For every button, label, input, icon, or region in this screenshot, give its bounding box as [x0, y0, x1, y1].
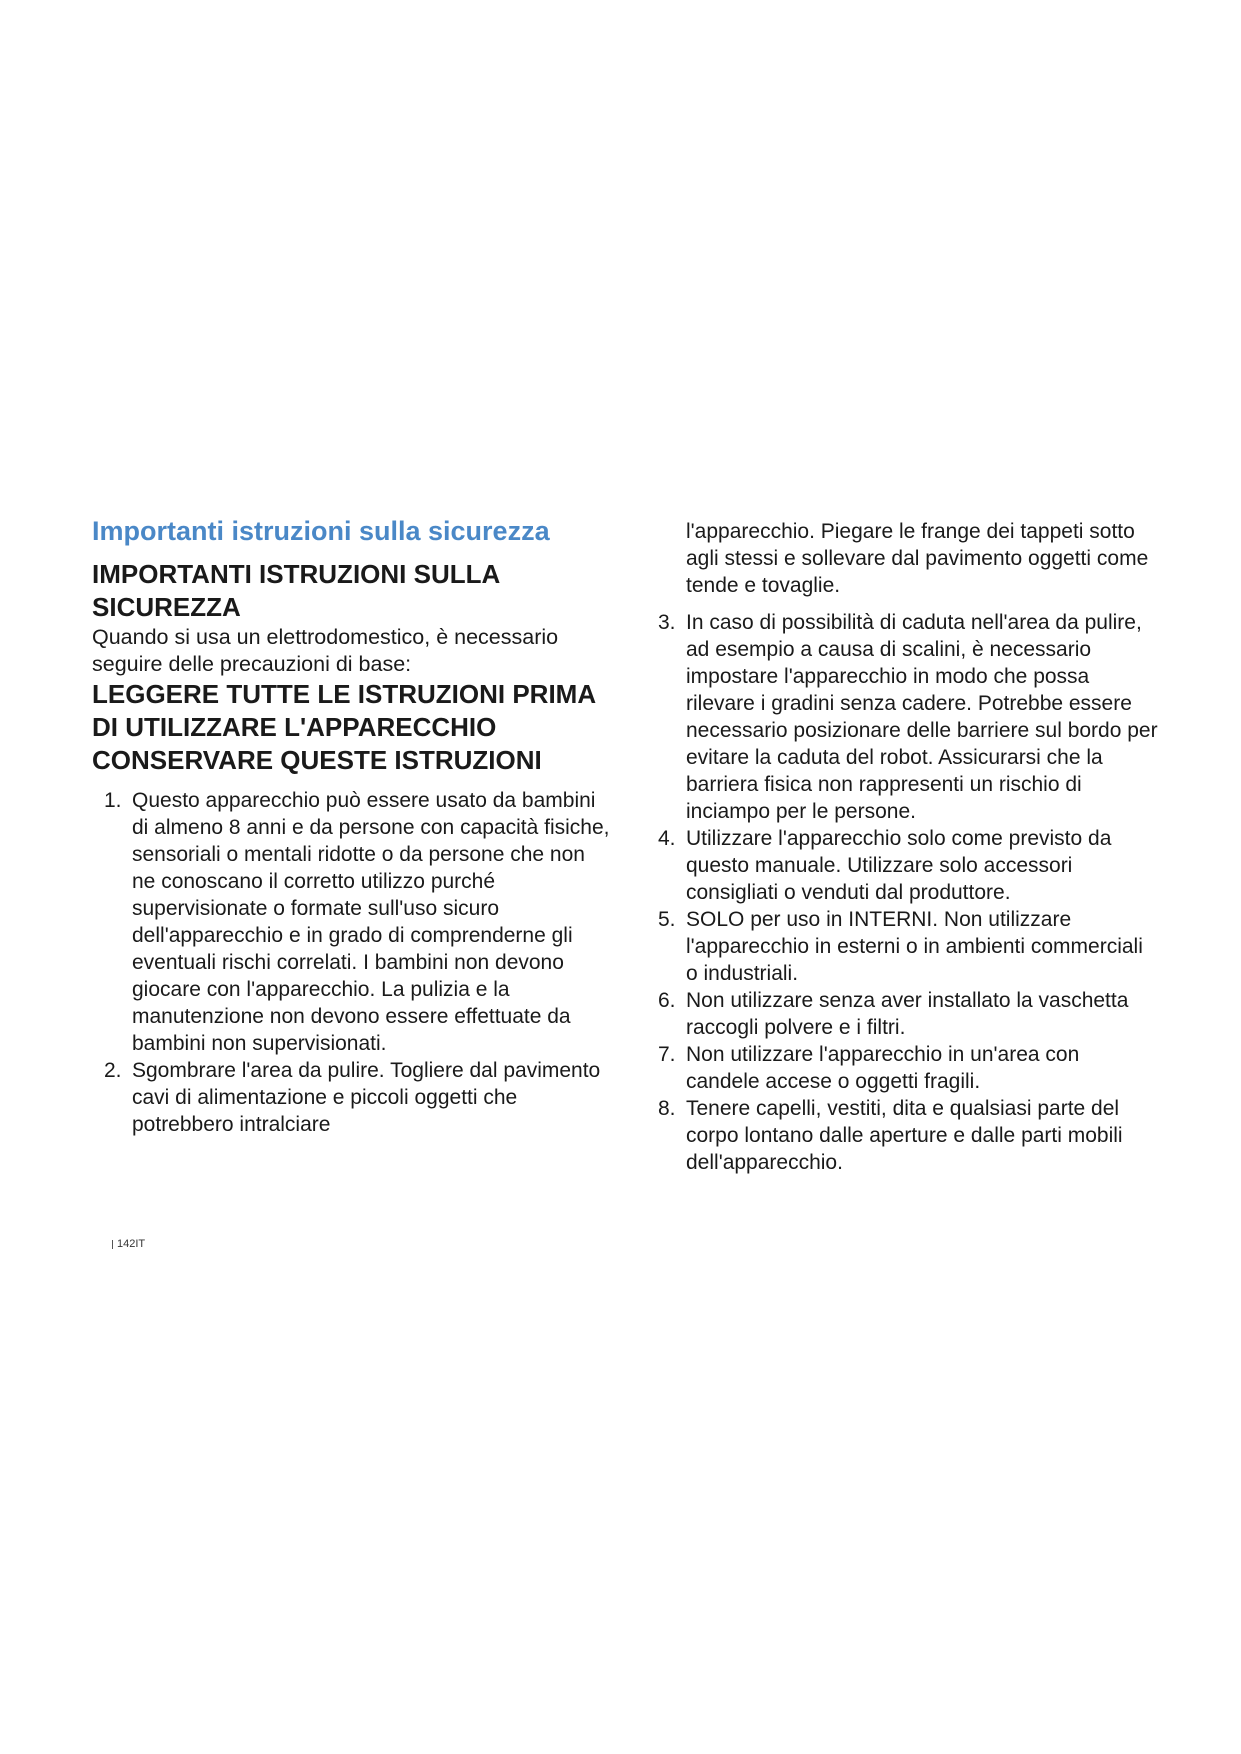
list-item [92, 787, 612, 1057]
warning-heading: LEGGERE TUTTE LE ISTRUZIONI PRIMA DI UTILIZZARE L'APPARECCHIO CONSERVARE QUESTE ISTRUZIONI [92, 679, 596, 775]
page-footer [112, 1238, 145, 1250]
item-number: 2. [104, 1059, 122, 1082]
list-item [658, 987, 1158, 1041]
footer-divider [112, 1240, 113, 1249]
item-2-continuation: l'apparecchio. Piegare le frange dei tappeti sotto agli stessi e sollevare dal pavimento oggetti come tende e tovaglie. [686, 520, 1149, 597]
list-item [658, 1095, 1158, 1176]
item-number: 1. [104, 789, 122, 812]
list-item [658, 825, 1158, 906]
intro-text: Quando si usa un elettrodomestico, è necessario seguire delle precauzioni di base: [92, 625, 559, 676]
list-item [92, 1057, 612, 1138]
item-text: In caso di possibilità di caduta nell'area da pulire, ad esempio a causa di scalini, è necessario impostare l'apparecchio in modo che possa rilevare i gradini senza cadere. Potrebbe essere necessario posizionare delle barriere sul bordo per evitare la caduta del robot. Assicurarsi che la barriera fisica non rappresenti un rischio di inciampo per le persone. [686, 611, 1158, 823]
item-number: 7. [658, 1043, 676, 1066]
item-text: Tenere capelli, vestiti, dita e qualsiasi parte del corpo lontano dalle aperture e dalle parti mobili dell'apparecchio. [686, 1097, 1123, 1174]
page-number: 142IT [117, 1238, 146, 1250]
item-number: 4. [658, 827, 676, 850]
safety-heading: IMPORTANTI ISTRUZIONI SULLA SICUREZZA [92, 559, 500, 622]
item-text: Sgombrare l'area da pulire. Togliere dal pavimento cavi di alimentazione e piccoli oggetti che potrebbero intralciare [132, 1059, 601, 1136]
item-number: 5. [658, 908, 676, 931]
section-title: Importanti istruzioni sulla sicurezza [92, 516, 550, 546]
list-item [658, 1041, 1158, 1095]
item-text: SOLO per uso in INTERNI. Non utilizzare l'apparecchio in esterni o in ambienti commerciali o industriali. [686, 908, 1143, 985]
left-column [92, 512, 612, 1138]
right-column [658, 518, 1158, 1176]
list-item [658, 609, 1158, 825]
instruction-list-right [658, 609, 1158, 1176]
list-item [658, 906, 1158, 987]
instruction-list-left [92, 787, 612, 1138]
item-text: Utilizzare l'apparecchio solo come previsto da questo manuale. Utilizzare solo accessori consigliati o venduti dal produttore. [686, 827, 1112, 904]
item-text: Non utilizzare senza aver installato la vaschetta raccogli polvere e i filtri. [686, 989, 1129, 1039]
item-number: 6. [658, 989, 676, 1012]
item-text: Questo apparecchio può essere usato da bambini di almeno 8 anni e da persone con capacità fisiche, sensoriali o mentali ridotte o da persone che non ne conoscano il corretto utilizzo purché supervisionate o formate sull'uso sicuro dell'apparecchio e in grado di comprenderne gli eventuali rischi correlati. I bambini non devono giocare con l'apparecchio. La pulizia e la manutenzione non devono essere effettuate da bambini non supervisionati. [132, 789, 610, 1055]
item-text: Non utilizzare l'apparecchio in un'area con candele accese o oggetti fragili. [686, 1043, 1080, 1093]
item-number: 3. [658, 611, 676, 634]
item-number: 8. [658, 1097, 676, 1120]
